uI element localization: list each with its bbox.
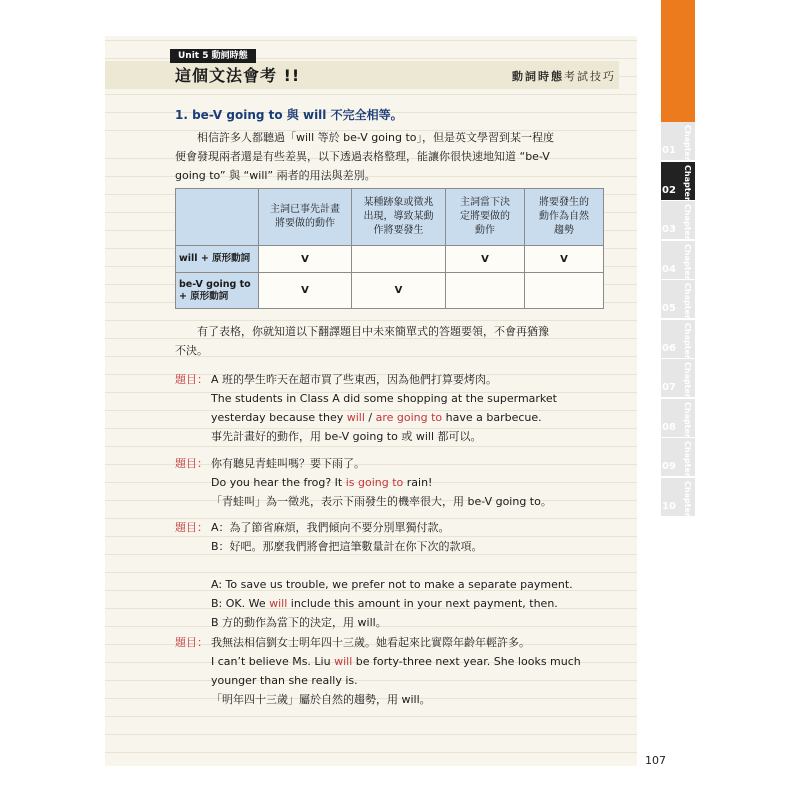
chapter-tab-number: 04 [662,263,676,275]
question-text: A：為了節省麻煩，我們傾向不要分別單獨付款。 [211,521,450,534]
question-line [211,575,611,594]
question-label: 題目： [175,373,208,386]
after-table-line: 有了表格，你就知道以下翻譯題目中未來簡單式的答題要領，不會再猶豫 [197,325,549,338]
question-line [211,671,611,690]
question-line [211,389,611,408]
question-text: I can’t believe Ms. Liu [211,655,335,668]
question-text: rain! [403,476,433,489]
question-text: 我無法相信劉女士明年四十三歲。她看起來比實際年齡年輕許多。 [211,636,530,649]
question-text: A: To save us trouble, we prefer not to make a separate payment. [211,578,573,591]
after-table-paragraph [175,322,607,360]
question-line [211,492,611,511]
highlighted-answer: will [334,655,353,668]
chapter-tab-word: Chapter [683,401,692,438]
chapter-tab-01[interactable] [661,122,695,162]
chapter-tab-number: 08 [662,421,676,433]
chapter-tab-04[interactable] [661,241,695,281]
table-cell: V [446,246,525,273]
question-label: 題目： [175,636,208,649]
question-text: B 方的動作為當下的決定，用 will。 [211,616,387,629]
question-line [211,613,611,632]
question-line [211,537,611,556]
highlighted-answer: are going to [375,411,443,424]
table-header: 將要發生的 動作為自然 趨勢 [525,189,604,246]
chapter-tab-03[interactable] [661,201,695,241]
intro-line: 便會發現兩者還是有些差異，以下透過表格整理，能讓你很快速地知道 “be-V [175,150,550,163]
exam-tip-rest: 考試技巧 [564,70,616,83]
chapter-tab-number: 06 [662,342,676,354]
chapter-tab-word: Chapter [683,441,692,477]
exam-tip-label [512,68,616,84]
question-text: The students in Class A did some shopping at the supermarket [211,392,557,405]
question-line [211,408,611,427]
chapter-tab-word: Chapter [683,125,692,161]
chapter-tab-accent [661,0,695,122]
question-text: A 班的學生昨天在超市買了些東西，因為他們打算要烤肉。 [211,373,498,386]
question-line [211,370,611,389]
section-title: 1. be-V going to 與 will 不完全相等。 [175,108,403,122]
question-line [211,652,611,671]
chapter-tab-word: Chapter [683,164,692,201]
highlighted-answer: will [269,597,288,610]
chapter-tab-02[interactable] [661,162,695,202]
chapter-tab-number: 01 [662,145,676,156]
table-cell: V [525,246,604,273]
question-line [211,556,611,575]
question-text: / [364,411,376,424]
chapter-tab-number: 03 [662,224,676,235]
question-text: yesterday because they [211,411,347,424]
intro-paragraph [175,128,607,185]
chapter-tab-number: 05 [662,303,676,314]
chapter-tab-06[interactable] [661,320,695,360]
question-line [211,427,611,446]
chapter-tab-08[interactable] [661,399,695,439]
question-line [211,594,611,613]
chapter-tab-05[interactable] [661,280,695,320]
question-text: B：好吧。那麼我們將會把這筆數量計在你下次的款項。 [211,540,483,553]
question-line [211,518,611,537]
chapter-tab-word: Chapter [683,362,692,398]
question-body [211,370,611,446]
question-text: include this amount in your next payment, then. [287,597,558,610]
highlighted-answer: will [346,411,365,424]
table-corner [176,189,259,246]
table-cell [525,273,604,309]
chapter-tab-10[interactable] [661,478,695,518]
question-line [211,633,611,652]
chapter-tab-number: 07 [662,382,676,393]
chapter-tab-word: Chapter [683,480,692,517]
question-text: be forty-three next year. She looks much [352,655,581,668]
page-number: 107 [645,754,666,767]
question-label: 題目： [175,521,208,534]
table-cell: V [259,273,352,309]
highlighted-answer: is going to [345,476,404,489]
table-row-label: be-V going to + 原形動詞 [176,273,259,309]
question-text: 你有聽見青蛙叫嗎？要下雨了。 [211,457,365,470]
chapter-tab-09[interactable] [661,438,695,478]
chapter-tab-07[interactable] [661,359,695,399]
table-header: 某種跡象或徵兆 出現，導致某動 作將要發生 [352,189,446,246]
after-table-line: 不決。 [175,344,208,357]
chapter-tab-word: Chapter [683,243,692,280]
question-text: 「青蛙叫」為一徵兆，表示下雨發生的機率很大，用 be-V going to。 [211,495,552,508]
chapter-tab-word: Chapter [683,204,692,240]
exam-tip-bold: 動詞時態 [512,70,564,83]
intro-line: 相信許多人都聽過「will 等於 be-V going to」，但是英文學習到某一程度 [197,131,555,144]
chapter-tab-word: Chapter [683,322,692,359]
chapter-tab-number: 09 [662,461,676,472]
table-cell: V [352,273,446,309]
chapter-tab-number: 02 [662,184,676,196]
table-cell [446,273,525,309]
question-line [211,454,611,473]
question-text: B: OK. We [211,597,270,610]
table-header: 主詞已事先計畫 將要做的動作 [259,189,352,246]
table-cell [352,246,446,273]
chapter-tab-word: Chapter [683,283,692,319]
question-body [211,518,611,632]
question-text: younger than she really is. [211,674,358,687]
question-text: 事先計畫好的動作，用 be-V going to 或 will 都可以。 [211,430,482,443]
question-label: 題目： [175,457,208,470]
chapter-tab-number: 10 [662,500,676,512]
question-text: have a barbecue. [442,411,542,424]
unit-tag: Unit 5 動詞時態 [170,49,256,63]
intro-line: going to” 與 “will” 兩者的用法與差別。 [175,169,376,182]
question-body [211,454,611,511]
question-line [211,473,611,492]
question-text: Do you hear the frog? It [211,476,346,489]
question-line [211,690,611,709]
page-title: 這個文法會考 !! [175,66,301,85]
comparison-table [175,188,604,309]
question-text: 「明年四十三歲」屬於自然的趨勢，用 will。 [211,693,431,706]
table-row-label: will + 原形動詞 [176,246,259,273]
table-header: 主詞當下決 定將要做的 動作 [446,189,525,246]
question-body [211,633,611,709]
table-cell: V [259,246,352,273]
